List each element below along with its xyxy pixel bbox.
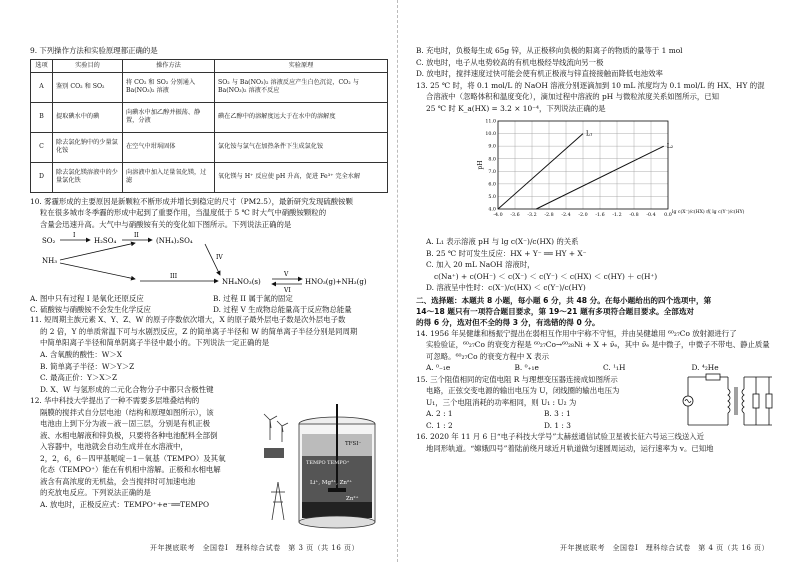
y-tick-label: 6.0 bbox=[488, 182, 496, 188]
y-tick-label: 9.0 bbox=[488, 144, 496, 150]
table-cell: 鉴别 CO₂ 和 SO₂ bbox=[53, 72, 123, 102]
q15-options-ab bbox=[416, 409, 666, 420]
q9-th-method: 操作方法 bbox=[123, 59, 215, 72]
q10-option-b[interactable]: B. 过程 II 属于氮的固定 bbox=[213, 294, 293, 304]
label-iii: III bbox=[170, 273, 178, 281]
x-tick-label: -2.8 bbox=[544, 213, 554, 219]
y-tick-label: 10.0 bbox=[485, 132, 496, 138]
q12-stem-7: 化态（TEMPO⁺）能在有机相中溶解。正极和水相电解 bbox=[40, 465, 221, 475]
node-nh3: NH₃ bbox=[42, 257, 58, 266]
q12-text-block bbox=[30, 396, 260, 510]
x-tick-label: -1.2 bbox=[612, 213, 622, 219]
q12-option-a[interactable]: A. 放电时，正极反应式：TEMPO⁺+e⁻══TEMPO bbox=[40, 499, 210, 509]
x-tick-label: -3.2 bbox=[527, 213, 537, 219]
q12-option-b[interactable]: B. 充电时，负极每生成 65g 锌，从正极移向负极的阳离子的物质的量等于 1 mol bbox=[416, 46, 683, 55]
x-axis-label: lg c(X⁻)/c(HX) 或 lg c(Y⁻)/c(HY) bbox=[672, 210, 745, 216]
q15-circuit-diagram bbox=[678, 371, 778, 429]
table-row bbox=[31, 72, 388, 102]
q10-stem-2: 粒在很多城市冬季霾的形成中起到了重要作用，当温度低于 5 ℃ 时大气中硝酸铵颗粒的 bbox=[40, 208, 327, 218]
q10-options-cd bbox=[30, 305, 387, 316]
x-tick-label: -2.0 bbox=[578, 213, 588, 219]
section-heading-1: 二、选择题：本题共 8 小题，每小题 6 分，共 48 分。在每小题给出的四个选项中，第 bbox=[416, 295, 712, 305]
q11-stem-1: 11. 短周期主族元素 X、Y、Z、W 的原子序数依次增大，X 的原子最外层电子数是次外层电子数 bbox=[30, 315, 346, 325]
q10-options-ab bbox=[30, 294, 387, 305]
node-h2so4: H₂SO₄ bbox=[94, 237, 117, 246]
q12-stem-3: 电池由上到下分为液－液－固三层，分别是有机正极 bbox=[40, 419, 210, 429]
series-label-2: L₂ bbox=[666, 143, 674, 151]
table-cell: B bbox=[31, 102, 53, 132]
q9-stem: 9. 下列操作方法和实验原理都正确的是 bbox=[30, 46, 158, 55]
label-vi: VI bbox=[284, 287, 291, 295]
q15-stem-1: 15. 三个阻值相同的定值电阻 R 与理想变压器连接成如图所示 bbox=[416, 374, 618, 384]
table-row bbox=[31, 132, 388, 162]
q15-block bbox=[416, 375, 780, 432]
table-row bbox=[31, 162, 388, 192]
y-axis-label: pH bbox=[477, 160, 484, 170]
x-tick-label: -2.4 bbox=[561, 213, 571, 219]
q10-stem-3: 含量会迅速升高。大气中与硝酸铵有关的变化如下图所示。下列说法正确的是 bbox=[40, 219, 292, 229]
battery-illustration bbox=[262, 402, 387, 532]
q14-stem-1: 14. 1956 年吴健雄和杨振宁提出在弱相互作用中宇称不守恒，并由吴健雄用 ⁶⁰₂₇Co 放射源进行了 bbox=[416, 328, 737, 338]
table-cell: 向碘水中加乙醇并振荡、静置，分液 bbox=[123, 102, 215, 132]
label-i: I bbox=[73, 232, 76, 240]
q15-option-d[interactable]: D. 1 : 3 bbox=[544, 420, 571, 430]
section-heading-2: 14～18 题只有一项符合题目要求，第 19～21 题有多项符合题目要求。全部选对 bbox=[416, 307, 695, 317]
label-iv: IV bbox=[216, 254, 223, 262]
series-label-1: L₁ bbox=[586, 130, 593, 138]
wind-turbine-icon bbox=[264, 414, 288, 442]
label-tempo: TEMPO TEMPO⁺ bbox=[306, 460, 350, 466]
q14-option-a[interactable]: A. ⁰₋₁e bbox=[426, 363, 451, 373]
y-tick-label: 7.0 bbox=[488, 169, 496, 175]
solar-panel-icon bbox=[264, 448, 284, 458]
q9-th-option: 选项 bbox=[31, 59, 53, 72]
q16-stem-2: 地同形轨道。“嫦娥四号”着陆前绕月球近月轨道做匀速圆周运动，运行速率为 v。已知地 bbox=[426, 444, 714, 453]
q16-stem-1: 16. 2020 年 11 月 6 日“电子科技大学号”太赫兹通信试验卫星被长征六号运三线送入近 bbox=[416, 432, 705, 442]
q13-option-b[interactable]: B. 25 ℃ 时可发生反应：HX + Y⁻ ══ HY + X⁻ bbox=[426, 248, 587, 258]
table-cell: 将 CO₂ 和 SO₂ 分别通入 Ba(NO₃)₂ 溶液 bbox=[123, 72, 215, 102]
q12-stem-1: 12. 华中科技大学提出了一种不需要多层堆叠结构的 bbox=[30, 396, 200, 406]
q15-stem-2: 电路，正弦交变电源的输出电压为 U，闭线圈的输出电压为 bbox=[426, 386, 620, 396]
label-v: V bbox=[284, 271, 289, 279]
q10-stem-1: 10. 雾霾形成的主要原因是新颗粒不断形成并增长到稳定的尺寸（PM2.5），最新研究发现硫酸铵颗 bbox=[30, 196, 353, 206]
x-tick-label: -4.0 bbox=[493, 213, 503, 219]
table-cell: 碘在乙醇中的溶解度远大于在水中的溶解度 bbox=[215, 102, 388, 132]
q12-stem-9: 的充放电反应。下列说法正确的是 bbox=[40, 488, 151, 498]
q12-stem-8: 液含有高浓度的无机盐，会当搅拌时可加速电池 bbox=[40, 476, 196, 486]
table-cell: SO₂ 与 Ba(NO₃)₂ 溶液反应产生白色沉淀，CO₂ 与 Ba(NO₃)₂ 溶液不反应 bbox=[215, 72, 388, 102]
q9-th-principle: 实验原理 bbox=[215, 59, 388, 72]
footer-page-4: 开年摸底联考 全国卷Ⅰ 理科综合试卷 第 4 页（共 16 页） bbox=[560, 544, 770, 553]
footer-page-3: 开年摸底联考 全国卷Ⅰ 理科综合试卷 第 3 页（共 16 页） bbox=[150, 544, 360, 553]
q13-stem-2: 合溶液中（忽略体积和温度变化），滴加过程中溶液的 pH 与微粒浓度关系如图所示，已知 bbox=[426, 92, 720, 102]
q15-option-a[interactable]: A. 2 : 1 bbox=[426, 409, 453, 419]
q12-stem-2: 隔膜的搅拌式自分层电池（结构和原理如图所示），该 bbox=[40, 407, 214, 417]
node-nh4no3: NH₄NO₃(s) bbox=[222, 278, 261, 287]
q10-option-c[interactable]: C. 硫酸铵与硝酸铵不会发生化学反应 bbox=[30, 304, 151, 314]
x-tick-label: -1.6 bbox=[595, 213, 605, 219]
table-cell: 在空气中坩埚固体 bbox=[123, 132, 215, 162]
table-cell: 除去氯化钠中的少量氯化铵 bbox=[53, 132, 123, 162]
section-heading-3: 的得 6 分，选对但不全的得 3 分，有选错的得 0 分。 bbox=[416, 318, 600, 328]
x-tick-label: -3.6 bbox=[510, 213, 520, 219]
q13-option-d[interactable]: D. 溶液呈中性时：c(X⁻)/c(HX) ＜ c(Y⁻)/c(HY) bbox=[426, 283, 586, 293]
q11-option-a[interactable]: A. 含氧酸的酸性：W＞X bbox=[40, 350, 123, 359]
q13-option-c-detail: c(Na⁺) + c(OH⁻) ＜ c(X⁻) ＜ c(Y⁻) ＜ c(HX) ＜ c(HY) ＋ c(H⁺) bbox=[434, 271, 658, 281]
table-cell: 氯化铵与氯气在加热条件下生成氯化铵 bbox=[215, 132, 388, 162]
q15-stem-3: U₁，三个电阻消耗的功率相同，则 U₁ : U₂ 为 bbox=[426, 397, 577, 407]
q11-option-b[interactable]: B. 简单离子半径：W＞Y＞Z bbox=[40, 361, 135, 371]
q14-stem-3: 可忽略。⁶⁰₂₇Co 的衰变方程中 X 表示 bbox=[426, 351, 549, 361]
table-cell: 除去氯化镁溶液中的少量氯化铁 bbox=[53, 162, 123, 192]
right-page bbox=[397, 0, 794, 562]
q13-option-c[interactable]: C. 加入 20 mL NaOH 溶液时， bbox=[426, 260, 535, 270]
q10-option-a[interactable]: A. 图中只有过程 I 是氧化还原反应 bbox=[30, 294, 144, 304]
q11-stem-2: 的 2 倍，Y 的单质常温下可与水剧烈反应，Z 的简单离子半径和 W 的简单离子半径分别是同周期 bbox=[40, 326, 358, 336]
q15-option-b[interactable]: B. 3 : 1 bbox=[544, 409, 571, 419]
q14-option-c[interactable]: C. ¹₁H bbox=[603, 363, 626, 373]
q14-option-d[interactable]: D. ⁴₂He bbox=[691, 363, 719, 373]
q12-option-d[interactable]: D. 放电时，搅拌速度过快可能会使有机正极液与锌直接接触而降低电池效率 bbox=[416, 69, 663, 79]
x-tick-label: 0.0 bbox=[664, 213, 672, 219]
q11-stem-3: 中简单阳离子半径和简单阴离子半径中最小的。下列说法一定正确的是 bbox=[40, 338, 270, 348]
table-cell: 向溶液中加入足量氧化镁，过滤 bbox=[123, 162, 215, 192]
q11-option-d[interactable]: D. X、W 与氢形成的二元化合物分子中都只含极性键 bbox=[40, 384, 214, 394]
y-tick-label: 11.0 bbox=[485, 119, 496, 125]
q13-stem-3: 25 ℃ 时 K_a(HX) = 3.2 × 10⁻⁴，下列说法正确的是 bbox=[426, 103, 606, 113]
q12-option-c[interactable]: C. 放电时，电子从电势较高的有机电极经导线流向另一极 bbox=[416, 57, 604, 67]
power-pylon-icon bbox=[271, 482, 285, 520]
q9-th-purpose: 实验目的 bbox=[53, 59, 123, 72]
q10-option-d[interactable]: D. 过程 V 生成物总能量高于反应物总能量 bbox=[213, 304, 352, 314]
label-zn: Zn²⁺ bbox=[346, 496, 359, 502]
label-ions: Li⁺, Mg²⁺, Zn²⁺ bbox=[310, 480, 353, 486]
q9-header-row bbox=[31, 59, 388, 72]
q14-option-b[interactable]: B. ⁰₊₁e bbox=[514, 363, 539, 373]
node-hno3: HNO₃(g)+NH₃(g) bbox=[305, 278, 367, 287]
q14-stem-2: 实验验证，⁶⁰₂₇Co 的衰变方程是 ⁶⁰₂₇Co→⁶⁰₂₈Ni + X + ν̄ₑ，其中 ν̄ₑ 是中微子，中微子不带电、静止质量 bbox=[426, 340, 770, 350]
table-cell: D bbox=[31, 162, 53, 192]
q13-stem-1: 13. 25 ℃ 时，将 0.1 mol/L 的 NaOH 溶液分别逐滴加到 10 mL 浓度均为 0.1 mol/L 的 HX、HY 的混 bbox=[416, 80, 765, 90]
x-tick-label: -0.8 bbox=[629, 213, 639, 219]
q13-option-a[interactable]: A. L₁ 表示溶液 pH 与 lg c(X⁻)/c(HX) 的关系 bbox=[426, 237, 579, 247]
q15-text bbox=[416, 375, 666, 432]
q12-stem-5: 入容器中，电池就会自动生成并在水溶液中， bbox=[40, 442, 188, 452]
q12-stem-4: 液、水相电解液和锌负极，只要将各种电池配料全部倒 bbox=[40, 430, 218, 440]
table-row bbox=[31, 102, 388, 132]
q12-stem-6: 2，2，6，6－四甲基哌啶－1－氧基（TEMPO）及其氧 bbox=[40, 453, 226, 463]
q9-table bbox=[30, 59, 388, 193]
table-cell: 提取碘水中的碘 bbox=[53, 102, 123, 132]
y-tick-label: 4.0 bbox=[488, 207, 496, 213]
node-nh42so4: (NH₄)₂SO₄ bbox=[156, 237, 193, 246]
q15-options-cd bbox=[416, 421, 666, 432]
q13-chart bbox=[476, 115, 745, 237]
table-cell: C bbox=[31, 132, 53, 162]
table-cell: 氧化镁与 H⁺ 反应使 pH 升高，促进 Fe³⁺ 完全水解 bbox=[215, 162, 388, 192]
zinc-anode bbox=[302, 502, 372, 518]
q10-reaction-diagram bbox=[40, 231, 370, 293]
table-cell: A bbox=[31, 72, 53, 102]
y-tick-label: 8.0 bbox=[488, 157, 496, 163]
node-so2: SO₂ bbox=[42, 237, 56, 246]
x-tick-label: -0.4 bbox=[646, 213, 656, 219]
label-tfsi: TFSI⁻ bbox=[345, 441, 362, 447]
label-ii: II bbox=[134, 232, 139, 240]
q15-option-c[interactable]: C. 1 : 2 bbox=[426, 420, 453, 430]
q11-option-c[interactable]: C. 最高正价：Y＞X＞Z bbox=[40, 373, 118, 383]
y-tick-label: 5.0 bbox=[488, 195, 496, 201]
